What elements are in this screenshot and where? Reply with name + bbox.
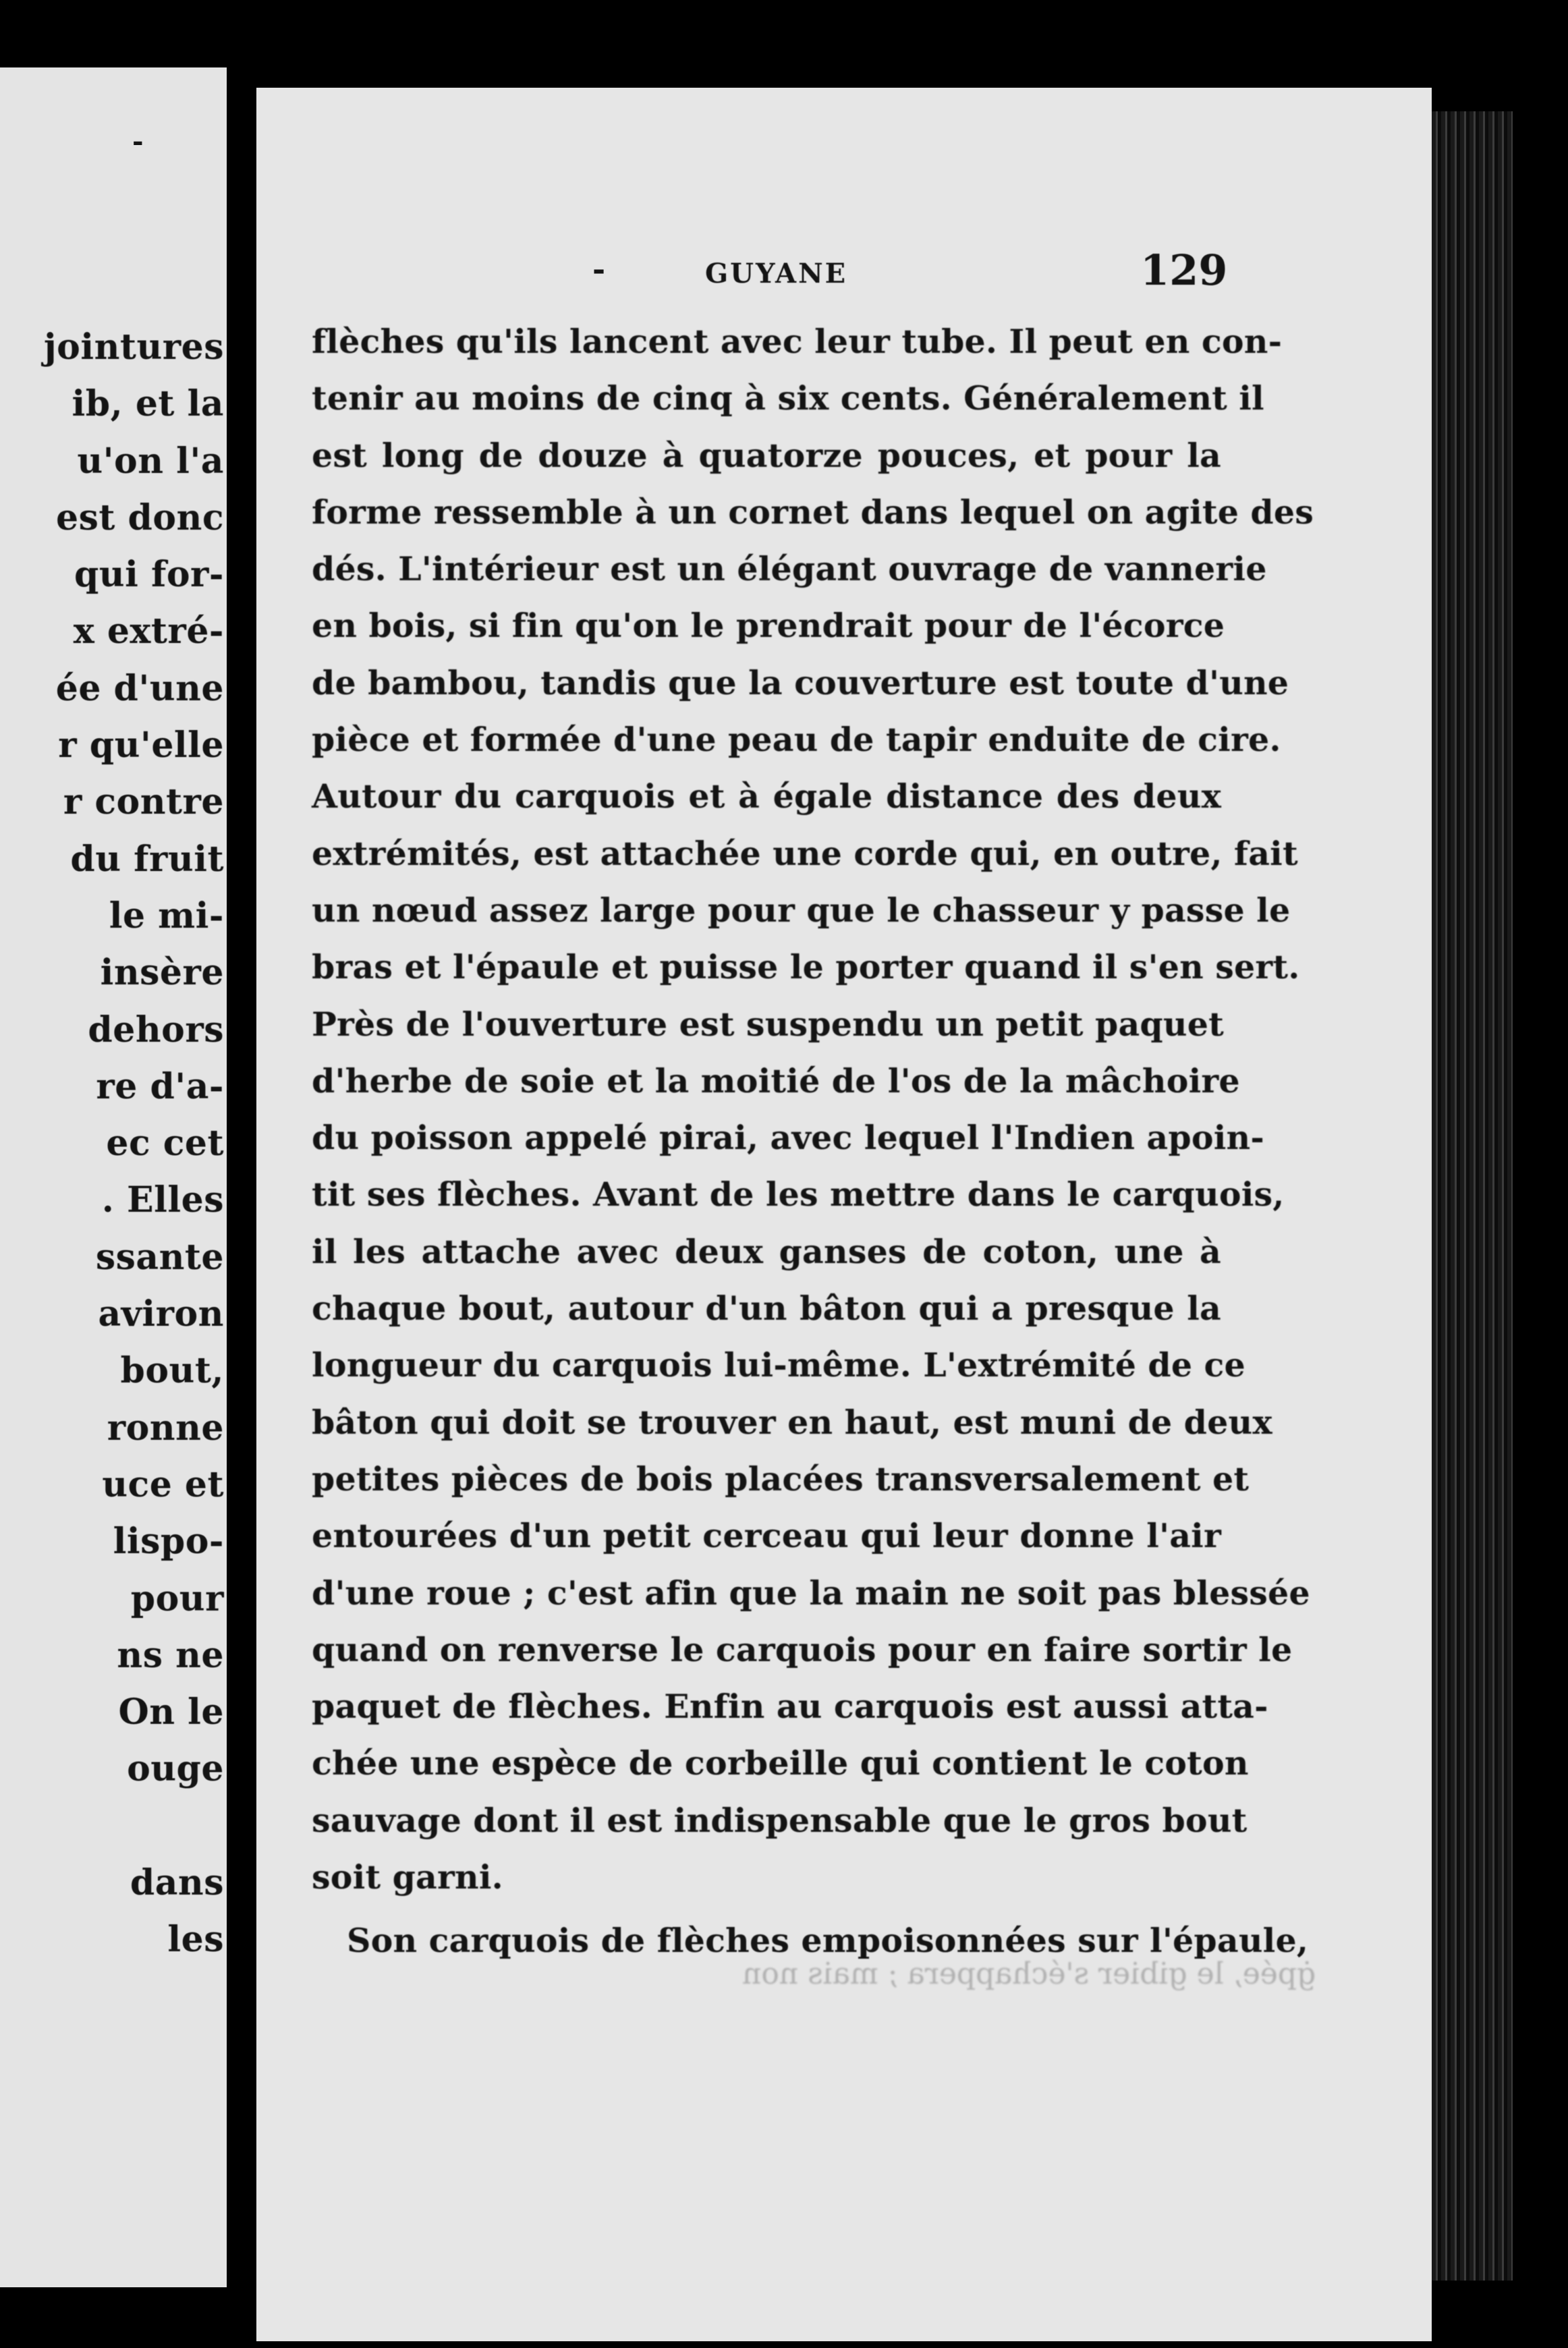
text-line bbox=[256, 313, 1432, 370]
text-line bbox=[256, 1621, 1432, 1678]
previous-page-line: ée d'une bbox=[55, 667, 224, 709]
previous-page-line: re d'a- bbox=[96, 1065, 224, 1107]
text-line-content: longueur du carquois lui-même. L'extrémité de ce bbox=[312, 1345, 1245, 1385]
text-line bbox=[256, 825, 1432, 882]
text-line bbox=[256, 1166, 1432, 1223]
previous-page-line: dans bbox=[130, 1862, 224, 1904]
text-line-content: tenir au moins de cinq à six cents. Généralement il bbox=[312, 379, 1264, 418]
text-line-content: petites pièces de bois placées transversalement et bbox=[312, 1459, 1250, 1499]
previous-page-line: bout, bbox=[120, 1350, 224, 1392]
previous-page-line: ouge bbox=[127, 1748, 224, 1790]
text-line bbox=[256, 882, 1432, 939]
text-line-content: extrémités, est attachée une corde qui, en outre, fait bbox=[312, 833, 1298, 873]
previous-page-line: ib, et la bbox=[72, 383, 224, 425]
book-gutter bbox=[227, 67, 256, 2348]
running-head bbox=[256, 246, 1432, 300]
text-line-content: bâton qui doit se trouver en haut, est muni de deux bbox=[312, 1402, 1272, 1442]
text-line bbox=[256, 768, 1432, 824]
text-line-content: pièce et formée d'une peau de tapir enduite de cire. bbox=[312, 720, 1281, 760]
text-line bbox=[256, 1109, 1432, 1166]
text-line-content: Son carquois de flèches empoisonnées sur l'épaule, bbox=[347, 1921, 1309, 1961]
text-line bbox=[256, 1394, 1432, 1451]
previous-page-line: pour bbox=[130, 1577, 224, 1619]
text-line bbox=[256, 1849, 1432, 1905]
previous-page-line: aviron bbox=[98, 1293, 224, 1335]
previous-page-line: ronne bbox=[107, 1407, 224, 1449]
text-line bbox=[256, 1792, 1432, 1849]
text-line-content: dés. L'intérieur est un élégant ouvrage de vannerie bbox=[312, 549, 1267, 589]
previous-page-line: ec cet bbox=[106, 1123, 224, 1165]
previous-page-line: ns ne bbox=[117, 1634, 224, 1676]
text-line bbox=[256, 711, 1432, 768]
reverse-side-show-through: ġpée, le gibier s'échappera ; mais non bbox=[742, 1957, 1316, 1991]
previous-page-line: qui for- bbox=[74, 554, 224, 596]
text-line bbox=[256, 1507, 1432, 1564]
previous-page-line: r contre bbox=[63, 781, 224, 823]
previous-page-line: jointures bbox=[43, 327, 224, 368]
text-line-content: quand on renverse le carquois pour en faire sortir le bbox=[312, 1629, 1293, 1669]
text-line-content: en bois, si fin qu'on le prendrait pour de l'écorce bbox=[312, 606, 1225, 646]
previous-page-line: du fruit bbox=[70, 838, 224, 880]
text-line-content: tit ses flèches. Avant de les mettre dans le carquois, bbox=[312, 1175, 1285, 1214]
book-page bbox=[256, 88, 1432, 2341]
previous-page-text bbox=[44, 319, 224, 1969]
text-line-content: entourées d'un petit cerceau qui leur donne l'air bbox=[312, 1516, 1221, 1556]
page-number: 129 bbox=[1140, 246, 1228, 295]
page-mark: - bbox=[132, 125, 144, 157]
previous-page-line: r qu'elle bbox=[58, 725, 224, 766]
text-line bbox=[256, 1678, 1432, 1735]
text-line bbox=[256, 1337, 1432, 1393]
body-text bbox=[256, 313, 1432, 1969]
previous-page-line: uce et bbox=[102, 1463, 224, 1505]
previous-page-line: le mi- bbox=[109, 895, 224, 937]
text-line bbox=[256, 654, 1432, 711]
text-line-content: chée une espèce de corbeille qui contient le coton bbox=[312, 1743, 1249, 1783]
previous-page-line bbox=[44, 1798, 224, 1855]
previous-page-line: . Elles bbox=[101, 1179, 224, 1221]
text-line-content: de bambou, tandis que la couverture est toute d'une bbox=[312, 663, 1289, 702]
text-line-content: Autour du carquois et à égale distance des deux bbox=[312, 777, 1221, 816]
text-line bbox=[256, 939, 1432, 995]
text-line-content: chaque bout, autour d'un bâton qui a presque la bbox=[312, 1289, 1221, 1329]
previous-page-line: dehors bbox=[88, 1009, 224, 1051]
text-line-content: forme ressemble à un cornet dans lequel on agite des bbox=[312, 492, 1314, 532]
text-line bbox=[256, 427, 1432, 484]
text-line-content: Près de l'ouverture est suspendu un petit paquet bbox=[312, 1004, 1224, 1044]
previous-page-line: On le bbox=[118, 1692, 224, 1733]
previous-page-line: ssante bbox=[95, 1236, 224, 1278]
text-line-content: sauvage dont il est indispensable que le gros bout bbox=[312, 1800, 1248, 1840]
previous-page-line: x extré- bbox=[73, 611, 224, 652]
text-line-content: soit garni. bbox=[312, 1857, 503, 1897]
text-line bbox=[256, 1451, 1432, 1507]
running-head-title: GUYANE bbox=[705, 258, 848, 289]
previous-page-fragment bbox=[0, 67, 227, 2287]
previous-page-line: insère bbox=[100, 952, 224, 994]
previous-page-line: u'on l'a bbox=[77, 440, 224, 482]
page-stack-edge bbox=[1432, 111, 1513, 2281]
previous-page-line: lispo- bbox=[113, 1521, 224, 1563]
previous-page-line: est donc bbox=[56, 497, 224, 538]
text-line-content: d'herbe de soie et la moitié de l'os de la mâchoire bbox=[312, 1061, 1240, 1100]
text-line-content: d'une roue ; c'est afin que la main ne soit pas blessée bbox=[312, 1573, 1310, 1613]
text-line-content: du poisson appelé pirai, avec lequel l'Indien apoin- bbox=[312, 1118, 1264, 1158]
text-line bbox=[256, 1565, 1432, 1621]
text-line bbox=[256, 1280, 1432, 1337]
text-line bbox=[256, 1223, 1432, 1280]
text-line-content: flèches qu'ils lancent avec leur tube. Il peut en con- bbox=[312, 322, 1283, 361]
text-line bbox=[256, 1053, 1432, 1109]
text-line bbox=[256, 996, 1432, 1053]
previous-page-line: les bbox=[167, 1919, 224, 1961]
text-line bbox=[256, 370, 1432, 426]
text-line bbox=[256, 484, 1432, 540]
text-line-content: bras et l'épaule et puisse le porter quand il s'en sert. bbox=[312, 947, 1300, 987]
text-line-content: est long de douze à quatorze pouces, et pour la bbox=[312, 435, 1221, 475]
text-line bbox=[256, 1735, 1432, 1791]
text-line-content: il les attache avec deux ganses de coton, une à bbox=[312, 1231, 1221, 1271]
text-line bbox=[256, 597, 1432, 654]
text-line-content: un nœud assez large pour que le chasseur y passe le bbox=[312, 890, 1291, 930]
running-head-dash: - bbox=[592, 251, 606, 287]
text-line bbox=[256, 540, 1432, 597]
text-line-content: paquet de flèches. Enfin au carquois est aussi atta- bbox=[312, 1687, 1268, 1727]
